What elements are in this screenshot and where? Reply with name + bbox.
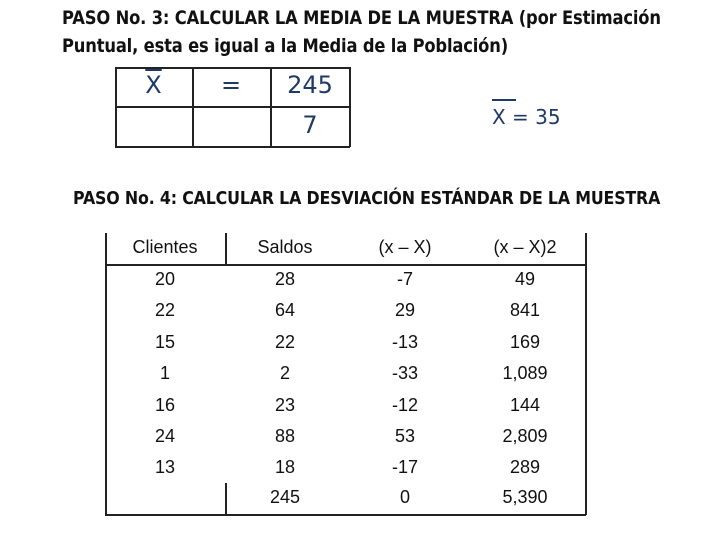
table-cell: 64 <box>274 300 296 320</box>
table-cell: 28 <box>274 269 296 289</box>
table-rule <box>225 233 227 264</box>
table-cell: 5,390 <box>502 487 548 507</box>
table-cell: 144 <box>509 395 541 415</box>
formula-xbar: $\overline{X}$ <box>145 71 162 99</box>
step3-heading-line1: PASO No. 3: CALCULAR LA MEDIA DE LA MUESTRA (por Estimación <box>62 7 661 29</box>
table-cell: 23 <box>274 395 296 415</box>
table-cell: -13 <box>391 332 418 352</box>
table-cell: -7 <box>396 269 413 289</box>
table-cell: 15 <box>154 332 176 352</box>
table-cell: 49 <box>514 269 536 289</box>
mean-result <box>492 105 561 129</box>
table-header-cell: (x – X)2 <box>493 237 557 257</box>
table-cell: 22 <box>154 300 176 320</box>
table-cell: 1 <box>159 363 170 383</box>
table-cell: 88 <box>274 426 296 446</box>
table-cell: 29 <box>394 300 416 320</box>
table-rule <box>105 233 107 515</box>
table-header-cell: Clientes <box>132 237 198 257</box>
result-xbar: X <box>492 105 506 129</box>
formula-equals: = <box>220 71 242 99</box>
table-cell: 289 <box>509 457 541 477</box>
table-cell: 20 <box>154 269 176 289</box>
table-rule <box>225 483 227 515</box>
formula-numerator: 245 <box>287 71 333 99</box>
table-cell: 0 <box>399 487 410 507</box>
table-header-cell: (x – X) <box>378 237 432 257</box>
table-cell: 2 <box>279 363 290 383</box>
table-header-cell: Saldos <box>257 237 313 257</box>
table-cell: 24 <box>154 426 176 446</box>
table-rule <box>105 514 586 516</box>
table-cell: 1,089 <box>502 363 548 383</box>
table-cell: -17 <box>391 457 418 477</box>
table-rule <box>585 233 587 515</box>
table-cell: 841 <box>509 300 541 320</box>
table-cell: 245 <box>269 487 301 507</box>
step4-heading: PASO No. 4: CALCULAR LA DESVIACIÓN ESTÁNDAR DE LA MUESTRA <box>73 188 661 209</box>
table-cell: 169 <box>509 332 541 352</box>
result-value: = 35 <box>505 105 561 129</box>
table-cell: 22 <box>274 332 296 352</box>
table-cell: 16 <box>154 395 176 415</box>
table-cell: 18 <box>274 457 296 477</box>
mean-formula-grid <box>115 67 350 147</box>
formula-denominator: 7 <box>302 111 318 139</box>
result-overbar <box>492 99 516 101</box>
step3-heading-line2: Puntual, esta es igual a la Media de la Población) <box>62 35 509 57</box>
table-cell: 53 <box>394 426 416 446</box>
table-cell: 13 <box>154 457 176 477</box>
table-cell: 2,809 <box>502 426 548 446</box>
deviation-table <box>105 233 586 515</box>
table-cell: -33 <box>391 363 418 383</box>
table-cell: -12 <box>391 395 418 415</box>
